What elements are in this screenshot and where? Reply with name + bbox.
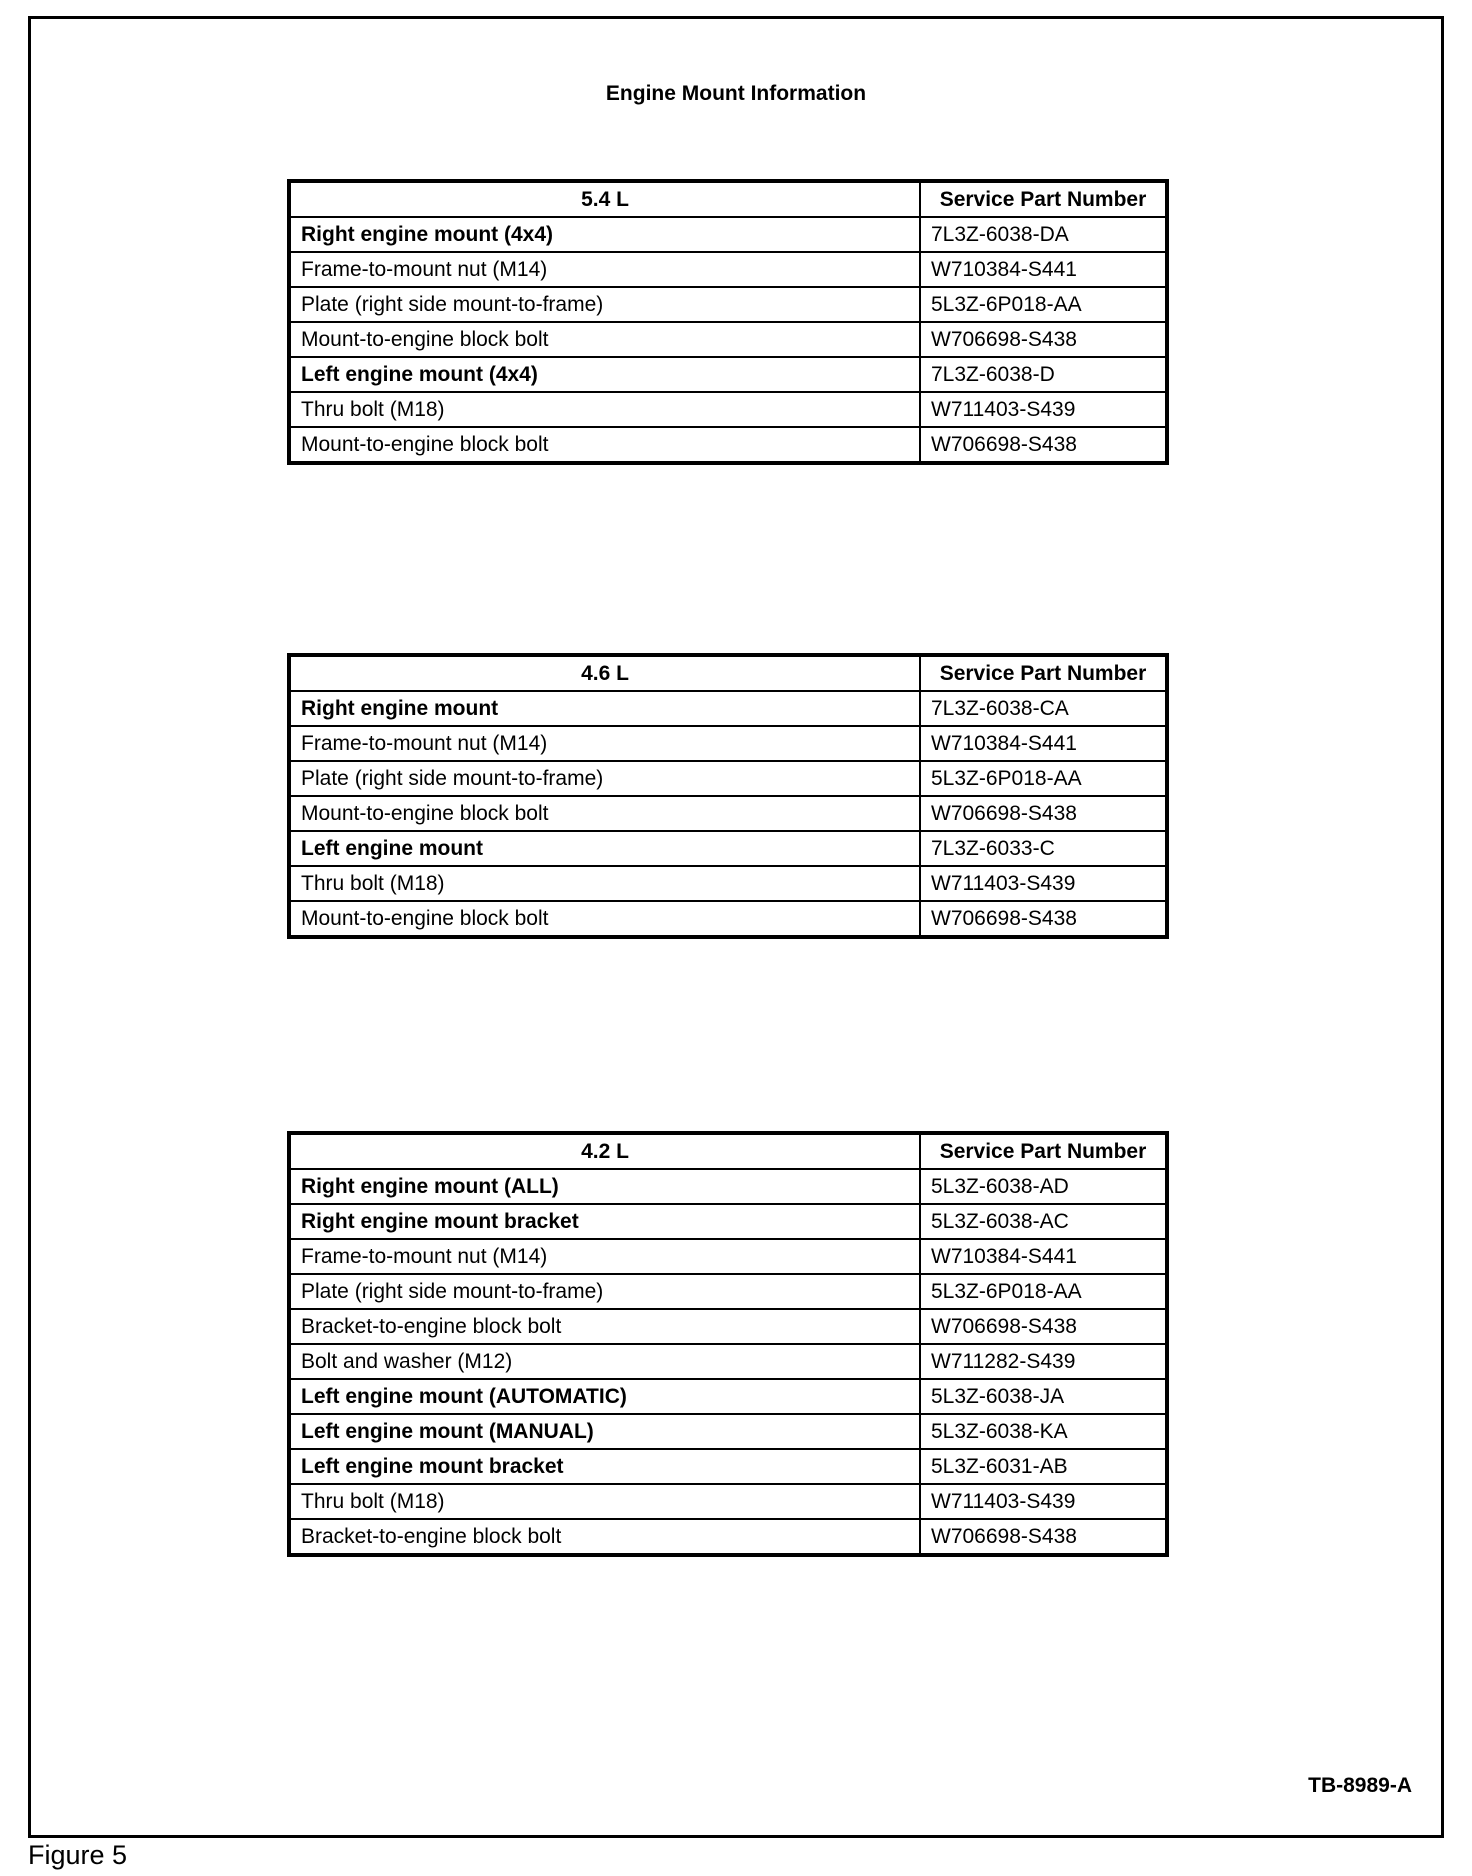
service-part-number: W706698-S438 bbox=[920, 1519, 1166, 1554]
component-description: Bracket-to-engine block bolt bbox=[290, 1519, 920, 1554]
component-description: Right engine mount (ALL) bbox=[290, 1169, 920, 1204]
table-header-row bbox=[290, 656, 1166, 691]
table-header-row bbox=[290, 182, 1166, 217]
component-description: Right engine mount bbox=[290, 691, 920, 726]
table-row bbox=[290, 287, 1166, 322]
table-row bbox=[290, 357, 1166, 392]
service-part-number: W710384-S441 bbox=[920, 726, 1166, 761]
table-row bbox=[290, 1309, 1166, 1344]
service-part-number: W711403-S439 bbox=[920, 1484, 1166, 1519]
component-description: Thru bolt (M18) bbox=[290, 1484, 920, 1519]
component-description: Left engine mount bbox=[290, 831, 920, 866]
parts-table-4-6l bbox=[289, 655, 1167, 937]
component-description: Frame-to-mount nut (M14) bbox=[290, 1239, 920, 1274]
component-description: Mount-to-engine block bolt bbox=[290, 901, 920, 936]
table-row bbox=[290, 1519, 1166, 1554]
service-part-number: 7L3Z-6038-D bbox=[920, 357, 1166, 392]
figure-caption: Figure 5 bbox=[28, 1840, 128, 1870]
component-description: Mount-to-engine block bolt bbox=[290, 427, 920, 462]
table-row bbox=[290, 866, 1166, 901]
component-description: Mount-to-engine block bolt bbox=[290, 796, 920, 831]
service-part-number: W711403-S439 bbox=[920, 392, 1166, 427]
service-part-number: W706698-S438 bbox=[920, 1309, 1166, 1344]
engine-column-header: 4.6 L bbox=[290, 656, 920, 691]
table-row bbox=[290, 691, 1166, 726]
component-description: Bracket-to-engine block bolt bbox=[290, 1309, 920, 1344]
service-part-number: 7L3Z-6038-CA bbox=[920, 691, 1166, 726]
service-part-number: 5L3Z-6038-AC bbox=[920, 1204, 1166, 1239]
component-description: Frame-to-mount nut (M14) bbox=[290, 252, 920, 287]
component-description: Thru bolt (M18) bbox=[290, 392, 920, 427]
part-number-column-header: Service Part Number bbox=[920, 656, 1166, 691]
table-row bbox=[290, 796, 1166, 831]
table-row bbox=[290, 831, 1166, 866]
table-row bbox=[290, 1169, 1166, 1204]
table-row bbox=[290, 1484, 1166, 1519]
table-row bbox=[290, 427, 1166, 462]
component-description: Right engine mount (4x4) bbox=[290, 217, 920, 252]
table-row bbox=[290, 901, 1166, 936]
service-part-number: 5L3Z-6031-AB bbox=[920, 1449, 1166, 1484]
table-row bbox=[290, 322, 1166, 357]
component-description: Frame-to-mount nut (M14) bbox=[290, 726, 920, 761]
table-row bbox=[290, 1239, 1166, 1274]
table-row bbox=[290, 1204, 1166, 1239]
component-description: Plate (right side mount-to-frame) bbox=[290, 287, 920, 322]
service-part-number: W706698-S438 bbox=[920, 322, 1166, 357]
table-row bbox=[290, 1344, 1166, 1379]
service-part-number: 7L3Z-6038-DA bbox=[920, 217, 1166, 252]
document-title: Engine Mount Information bbox=[605, 82, 867, 105]
component-description: Thru bolt (M18) bbox=[290, 866, 920, 901]
service-part-number: W706698-S438 bbox=[920, 796, 1166, 831]
service-part-number: W710384-S441 bbox=[920, 252, 1166, 287]
service-part-number: 5L3Z-6P018-AA bbox=[920, 287, 1166, 322]
part-number-column-header: Service Part Number bbox=[920, 182, 1166, 217]
table-row bbox=[290, 761, 1166, 796]
table-row bbox=[290, 1274, 1166, 1309]
component-description: Left engine mount (AUTOMATIC) bbox=[290, 1379, 920, 1414]
engine-column-header: 4.2 L bbox=[290, 1134, 920, 1169]
reference-code: TB-8989-A bbox=[1308, 1774, 1412, 1797]
service-part-number: W706698-S438 bbox=[920, 901, 1166, 936]
service-part-number: 5L3Z-6038-KA bbox=[920, 1414, 1166, 1449]
component-description: Left engine mount (MANUAL) bbox=[290, 1414, 920, 1449]
service-part-number: 5L3Z-6P018-AA bbox=[920, 761, 1166, 796]
parts-table-5-4l bbox=[289, 181, 1167, 463]
table-row bbox=[290, 217, 1166, 252]
service-part-number: 5L3Z-6038-AD bbox=[920, 1169, 1166, 1204]
service-part-number: W711403-S439 bbox=[920, 866, 1166, 901]
table-row bbox=[290, 252, 1166, 287]
table-row bbox=[290, 1414, 1166, 1449]
component-description: Left engine mount bracket bbox=[290, 1449, 920, 1484]
service-part-number: 5L3Z-6P018-AA bbox=[920, 1274, 1166, 1309]
component-description: Left engine mount (4x4) bbox=[290, 357, 920, 392]
service-part-number: 5L3Z-6038-JA bbox=[920, 1379, 1166, 1414]
component-description: Plate (right side mount-to-frame) bbox=[290, 1274, 920, 1309]
service-part-number: W706698-S438 bbox=[920, 427, 1166, 462]
component-description: Bolt and washer (M12) bbox=[290, 1344, 920, 1379]
table-row bbox=[290, 726, 1166, 761]
component-description: Right engine mount bracket bbox=[290, 1204, 920, 1239]
service-part-number: W710384-S441 bbox=[920, 1239, 1166, 1274]
service-part-number: W711282-S439 bbox=[920, 1344, 1166, 1379]
parts-table-4-2l bbox=[289, 1133, 1167, 1555]
table-header-row bbox=[290, 1134, 1166, 1169]
table-row bbox=[290, 392, 1166, 427]
component-description: Mount-to-engine block bolt bbox=[290, 322, 920, 357]
part-number-column-header: Service Part Number bbox=[920, 1134, 1166, 1169]
service-part-number: 7L3Z-6033-C bbox=[920, 831, 1166, 866]
table-row bbox=[290, 1449, 1166, 1484]
component-description: Plate (right side mount-to-frame) bbox=[290, 761, 920, 796]
table-row bbox=[290, 1379, 1166, 1414]
engine-column-header: 5.4 L bbox=[290, 182, 920, 217]
